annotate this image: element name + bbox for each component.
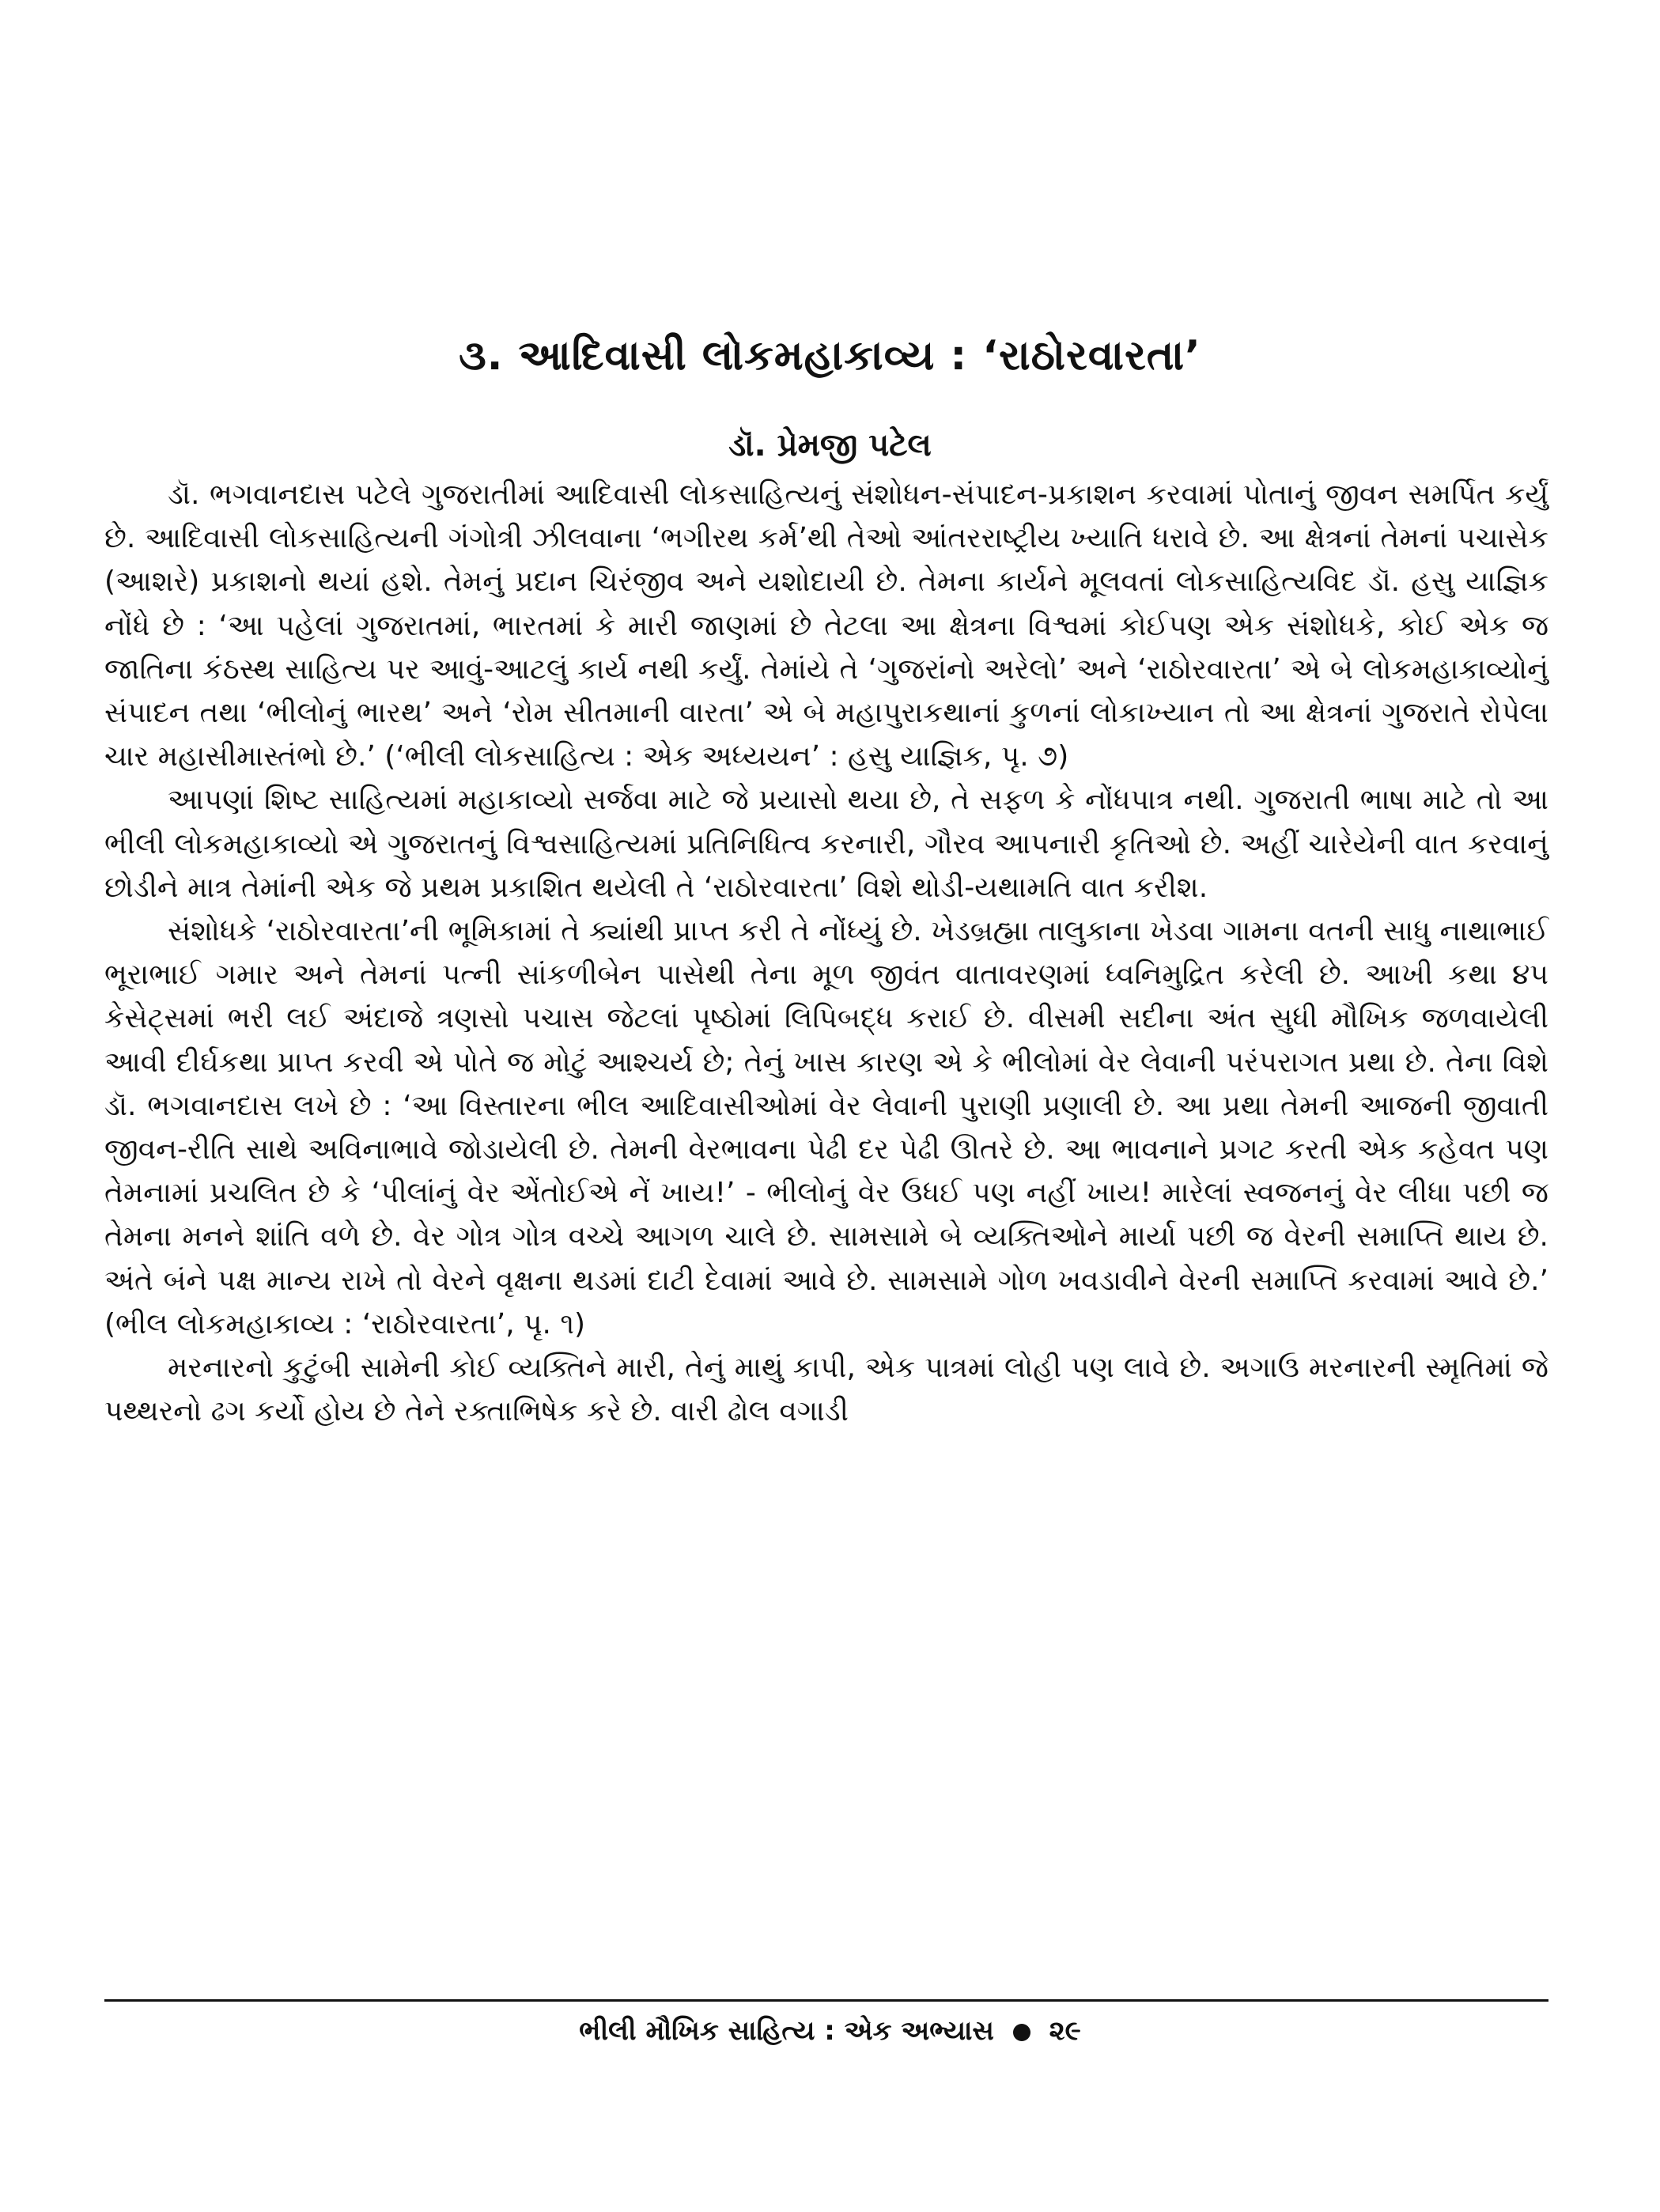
footer-page-number: ૨૯ [1049,2015,1081,2047]
paragraph-4: મરનારનો કુટુંબી સામેની કોઈ વ્યક્તિને મારી, તેનું માથું કાપી, એક પાત્રમાં લોહી પણ લાવે છે. અગાઉ મરનારની સ્મૃતિમાં જે પથ્થરનો ઢગ કર્યો હોય છે તેને રક્તાભિષેક કરે છે. વારી ઢોલ વગાડી [104,1352,1548,1428]
footer-rule [104,1999,1548,2002]
footer-book-title: ભીલી મૌખિક સાહિત્ય : એક અભ્યાસ [579,2015,994,2047]
page-footer [0,2015,1660,2047]
paragraph-2: આપણાં શિષ્ટ સાહિત્યમાં મહાકાવ્યો સર્જવા માટે જે પ્રયાસો થયા છે, તે સફળ કે નોંધપાત્ર નથી. ગુજરાતી ભાષા માટે તો આ ભીલી લોકમહાકાવ્યો એ ગુજરાતનું વિશ્વસાહિત્યમાં પ્રતિનિધિત્વ કરનારી, ગૌરવ આપનારી કૃતિઓ છે. અહીં ચારેયેની વાત કરવાનું છોડીને માત્ર તેમાંની એક જે પ્રથમ પ્રકાશિત થયેલી તે ‘રાઠોરવારતા’ વિશે થોડી-યથામતિ વાત કરીશ. [104,784,1548,904]
paragraph-1: ડૉ. ભગવાનદાસ પટેલે ગુજરાતીમાં આદિવાસી લોકસાહિત્યનું સંશોધન-સંપાદન-પ્રકાશન કરવામાં પોતાનું જીવન સમર્પિત કર્યું છે. આદિવાસી લોકસાહિત્યની ગંગોત્રી ઝીલવાના ‘ભગીરથ કર્મ’થી તેઓ આંતરરાષ્ટ્રીય ખ્યાતિ ધરાવે છે. આ ક્ષેત્રનાં તેમનાં પચાસેક (આશરે) પ્રકાશનો થયાં હશે. તેમનું પ્રદાન ચિરંજીવ અને યશોદાયી છે. તેમના કાર્યને મૂલવતાં લોકસાહિત્યવિદ ડૉ. હસુ યાજ્ઞિક નોંધે છે : ‘આ પહેલાં ગુજરાતમાં, ભારતમાં કે મારી જાણમાં છે તેટલા આ ક્ષેત્રના વિશ્વમાં કોઈપણ એક સંશોધકે, કોઈ એક જ જાતિના કંઠસ્થ સાહિત્ય પર આવું-આટલું કાર્ય નથી કર્યું. તેમાંયે તે ‘ગુજરાંનો અરેલો’ અને ‘રાઠોરવારતા’ એ બે લોકમહાકાવ્યોનું સંપાદન તથા ‘ભીલોનું ભારથ’ અને ‘રોમ સીતમાની વારતા’ એ બે મહાપુરાકથાનાં કુળનાં લોકાખ્યાન તો આ ક્ષેત્રનાં ગુજરાતે રોપેલા ચાર મહાસીમાસ્તંભો છે.’ (‘ભીલી લોકસાહિત્ય : એક અધ્યયન’ : હસુ યાજ્ઞિક, પૃ. ૭) [104,478,1548,773]
chapter-title: ૩. આદિવાસી લોકમહાકાવ્ય : ‘રાઠોરવારતા’ [459,332,1201,380]
paragraph-3: સંશોધકે ‘રાઠોરવારતા’ની ભૂમિકામાં તે ક્યાંથી પ્રાપ્ત કરી તે નોંધ્યું છે. ખેડબ્રહ્મા તાલુકાના ખેડવા ગામના વતની સાધુ નાથાભાઈ ભૂરાભાઈ ગમાર અને તેમનાં પત્ની સાંકળીબેન પાસેથી તેના મૂળ જીવંત વાતાવરણમાં ધ્વનિમુદ્રિત કરેલી છે. આખી કથા ૪૫ કેસેટ્સમાં ભરી લઈ અંદાજે ત્રણસો પચાસ જેટલાં પૃષ્ઠોમાં લિપિબદ્ધ કરાઈ છે. વીસમી સદીના અંત સુધી મૌખિક જળવાયેલી આવી દીર્ઘકથા પ્રાપ્ત કરવી એ પોતે જ મોટું આશ્ચર્ય છે; તેનું ખાસ કારણ એ કે ભીલોમાં વેર લેવાની પરંપરાગત પ્રથા છે. તેના વિશે ડૉ. ભગવાનદાસ લખે છે : ‘આ વિસ્તારના ભીલ આદિવાસીઓમાં વેર લેવાની પુરાણી પ્રણાલી છે. આ પ્રથા તેમની આજની જીવાતી જીવન-રીતિ સાથે અવિનાભાવે જોડાયેલી છે. તેમની વેરભાવના પેઢી દર પેઢી ઊતરે છે. આ ભાવનાને પ્રગટ કરતી એક કહેવત પણ તેમનામાં પ્રચલિત છે કે ‘પીલાંનું વેર એંતોઈએ નેં ખાય!’ - ભીલોનું વેર ઉધઈ પણ નહીં ખાય! મારેલાં સ્વજનનું વેર લીધા પછી જ તેમના મનને શાંતિ વળે છે. વેર ગોત્ર ગોત્ર વચ્ચે આગળ ચાલે છે. સામસામે બે વ્યક્તિઓને માર્યા પછી જ વેરની સમાપ્તિ થાય છે. અંતે બંને પક્ષ માન્ય રાખે તો વેરને વૃક્ષના થડમાં દાટી દેવામાં આવે છે. સામસામે ગોળ ખવડાવીને વેરની સમાપ્તિ કરવામાં આવે છે.’ (ભીલ લોકમહાકાવ્ય : ‘રાઠોરવારતા’, પૃ. ૧) [104,915,1548,1340]
article-body [104,473,1548,1433]
bullet-icon [1013,2024,1030,2041]
author-name: ડૉ. પ્રેમજી પટેલ [728,427,932,463]
